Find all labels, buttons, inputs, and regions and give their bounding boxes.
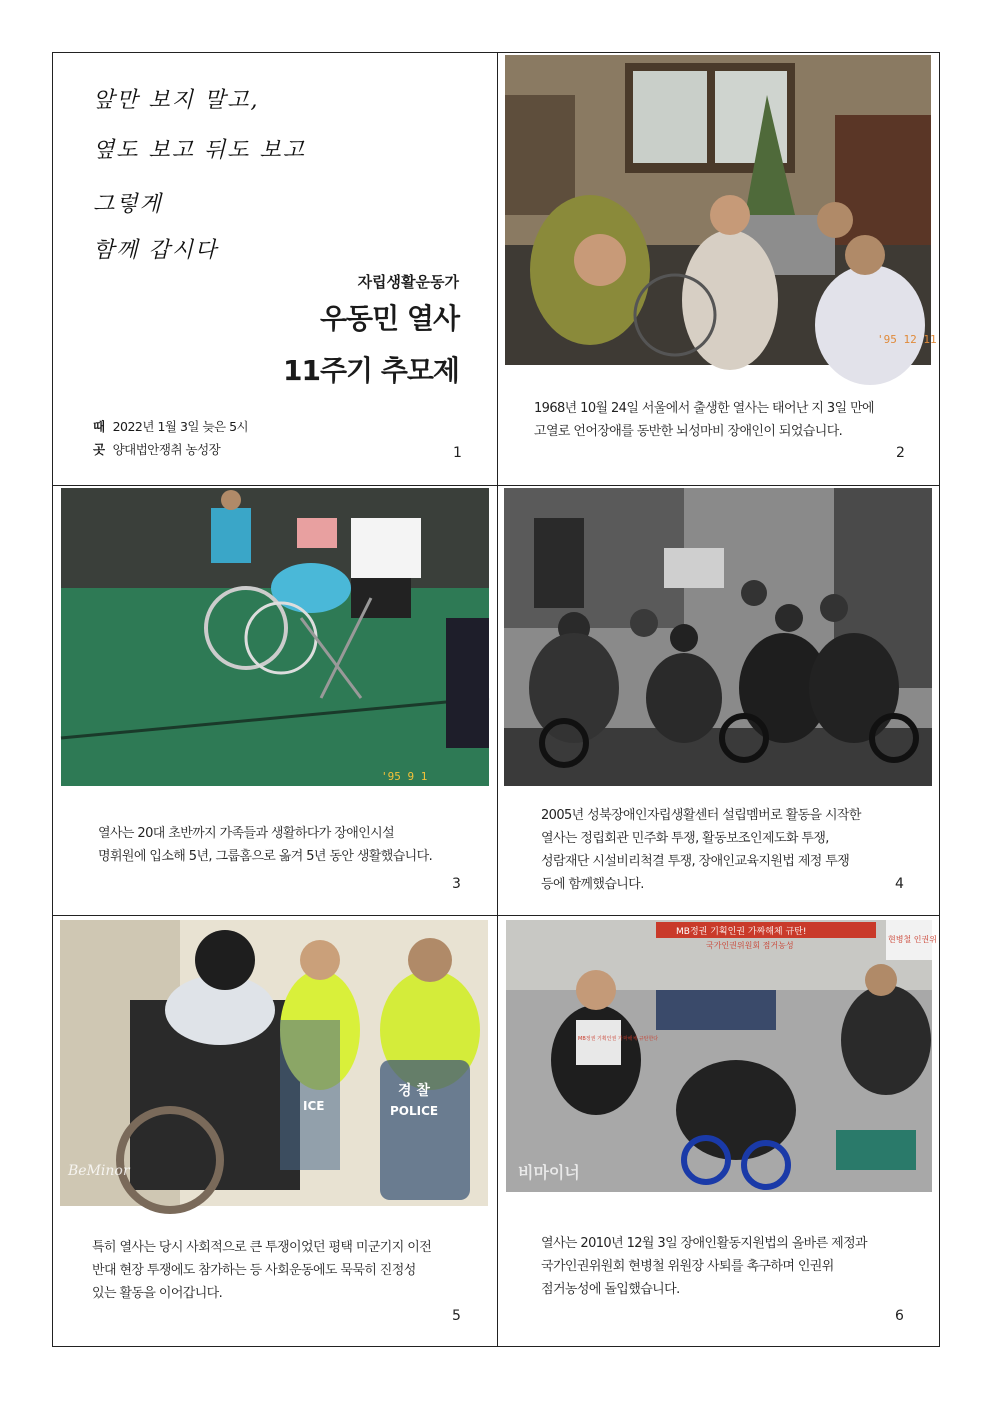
caption-line: 반대 현장 투쟁에도 참가하는 등 사회운동에도 묵묵히 진정성 bbox=[92, 1263, 416, 1278]
caption-line: 열사는 2010년 12월 3일 장애인활동지원법의 올바른 제정과 bbox=[541, 1236, 868, 1251]
page-number: 1 bbox=[453, 445, 462, 461]
panel-4-number: 4 bbox=[895, 876, 904, 892]
panel-1 bbox=[53, 53, 497, 485]
shield-text-left: ICE bbox=[303, 1099, 325, 1113]
caption-line: 열사는 정립회관 민주화 투쟁, 활동보조인제도화 투쟁, bbox=[541, 831, 829, 846]
handwriting-line-3: 그렇게 bbox=[93, 192, 163, 217]
when-value: 2022년 1월 3일 늦은 5시 bbox=[112, 419, 249, 434]
caption-line: 열사는 20대 초반까지 가족들과 생활하다가 장애인시설 bbox=[98, 826, 395, 841]
page-title-line-2: 11주기 추모제 bbox=[283, 354, 459, 387]
right-banner: 현병철 인권위 bbox=[888, 935, 937, 944]
photo-group-wheelchairs bbox=[504, 488, 932, 786]
watermark: BeMinor bbox=[68, 1163, 130, 1179]
row-divider-2 bbox=[53, 915, 939, 916]
shield-text-police: POLICE bbox=[390, 1104, 439, 1118]
panel-2 bbox=[498, 53, 941, 485]
caption-line: 1968년 10월 24일 서울에서 출생한 열사는 태어난 지 3일 만에 bbox=[534, 401, 874, 416]
handwriting-line-2: 옆도 보고 뒤도 보고 bbox=[93, 138, 306, 163]
caption-line: 특히 열사는 당시 사회적으로 큰 투쟁이었던 평택 미군기지 이전 bbox=[92, 1240, 432, 1255]
when-label: 때 bbox=[93, 419, 105, 434]
panel-6-caption bbox=[541, 1232, 867, 1301]
subtitle: 자립생활운동가 bbox=[357, 273, 459, 291]
banner-top: MB정권 기획인권 가짜해체 규탄! bbox=[676, 927, 807, 937]
photo-family-room bbox=[505, 55, 937, 365]
panel-3-caption bbox=[98, 822, 432, 868]
caption-line: 성람재단 시설비리척결 투쟁, 장애인교육지원법 제정 투쟁 bbox=[541, 854, 850, 869]
event-time bbox=[93, 417, 248, 435]
panel-5-caption bbox=[92, 1236, 431, 1305]
banner-sub: 국가인권위원회 점거농성 bbox=[706, 941, 794, 950]
date-stamp: '95 9 1 bbox=[381, 770, 428, 783]
panel-3-number: 3 bbox=[452, 876, 461, 892]
panel-6-number: 6 bbox=[895, 1308, 904, 1324]
caption-line: 있는 활동을 이어갑니다. bbox=[92, 1286, 223, 1301]
photo-police-protest bbox=[60, 920, 488, 1206]
caption-line: 2005년 성북장애인자립생활센터 설립멤버로 활동을 시작한 bbox=[541, 808, 861, 823]
caption-line: 국가인권위원회 현병철 위원장 사퇴를 촉구하며 인권위 bbox=[541, 1259, 834, 1274]
caption-line: 등에 함께했습니다. bbox=[541, 877, 644, 892]
panel-5-number: 5 bbox=[452, 1308, 461, 1324]
event-place bbox=[93, 440, 220, 458]
date-stamp: '95 12 11 bbox=[877, 333, 937, 346]
panel-4-caption bbox=[541, 804, 861, 896]
shield-text-korean: 경 찰 bbox=[398, 1083, 430, 1099]
caption-line: 점거농성에 돌입했습니다. bbox=[541, 1282, 680, 1297]
handwriting-line-4: 함께 갑시다 bbox=[93, 238, 219, 263]
caption-line: 명휘원에 입소해 5년, 그룹홈으로 옮겨 5년 동안 생활했습니다. bbox=[98, 849, 433, 864]
where-value: 양대법안쟁취 농성장 bbox=[112, 442, 221, 457]
photo-gym-wheelchair bbox=[61, 488, 489, 786]
photo-sit-in bbox=[506, 920, 937, 1192]
vest-text: MB정권 기획인권 가짜해체 규탄한다 bbox=[578, 1036, 659, 1042]
where-label: 곳 bbox=[93, 442, 105, 457]
page-number: 2 bbox=[896, 445, 905, 461]
caption bbox=[534, 397, 874, 443]
handwriting-line-1: 앞만 보지 말고, bbox=[93, 88, 260, 113]
page-title: 우동민 열사 bbox=[320, 302, 459, 335]
watermark: 비마이너 bbox=[518, 1163, 580, 1182]
caption-line: 고열로 언어장애를 동반한 뇌성마비 장애인이 되었습니다. bbox=[534, 424, 843, 439]
